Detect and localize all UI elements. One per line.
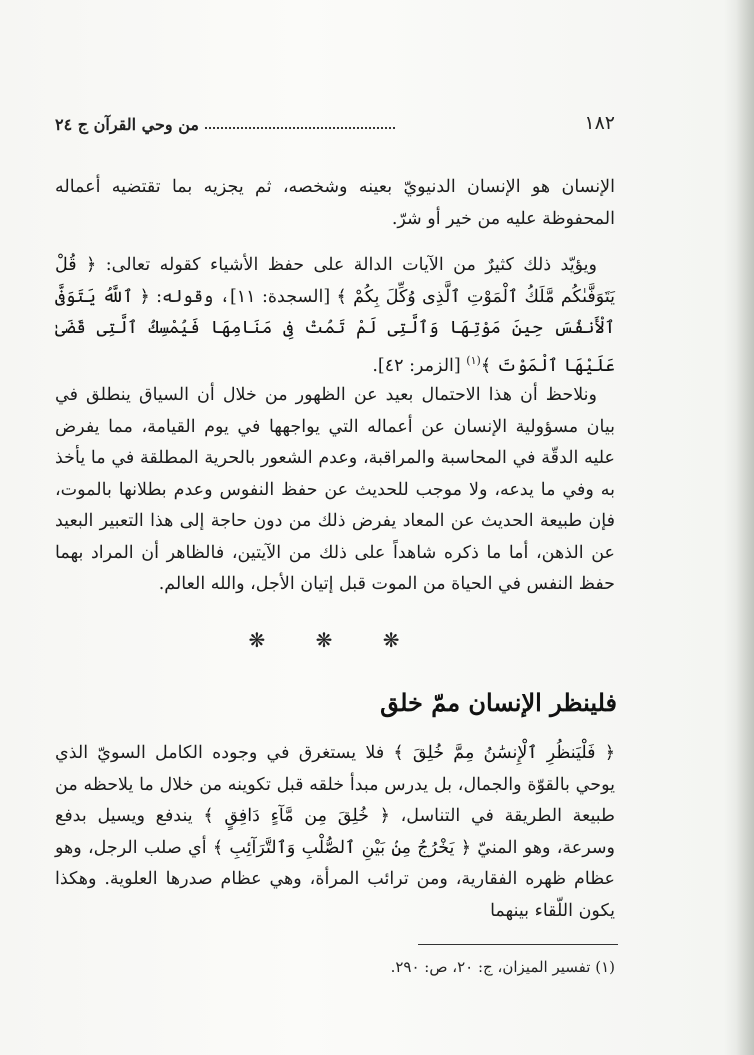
footnote-marker: (١) [466,353,481,367]
paragraph-1: الإنسان هو الإنسان الدنيويّ بعينه وشخصه، ثم يجزيه بما تقتضيه أعماله المحفوظة عليه من خير أو شرّ. [55,177,615,229]
paragraph-2-intro: ويؤيّد ذلك كثيرٌ من الآيات الدالة على حفظ الأشياء كقوله تعالى: [105,255,597,275]
paragraph-4 [55,738,615,927]
book-title: من وحي القرآن ج ٢٤ [55,115,199,134]
footnote-divider [418,944,618,945]
quran-verse-4: ﴿ خُلِقَ مِن مَّآءٍ دَافِقٍ ﴾ [203,806,390,826]
paragraph-3: ونلاحظ أن هذا الاحتمال بعيد عن الظهور من خلال أن السياق ينطلق في بيان مسؤولية الإنسان عن أعماله التي يواجهها في يوم القيامة، مما يفرض عليه الدقّة في المحاسبة والمراقبة، وعدم الشعور بالحرية المطلقة في ما يأخذ به وفي ما يدعه، ولا موجب للحديث عن حفظ النفوس وعدم بطلانها بالموت، فإن طبيعة الحديث عن المعاد يفرض ذلك من دون حاجة إلى هذا التعبير البعيد عن الذهن، أما ما ذكره شاهداً على ذلك من الآيتين، فالظاهر أن المراد بهما حفظ النفس في الحياة من الموت قبل إتيان الأجل، والله العالم. [55,385,615,594]
quran-verse-2: ﴿ ٱللَّهُ يَتَوَفَّى ٱلْأَنفُسَ حِينَ مَوْتِهَا وَٱلَّتِى لَمْ تَمُتْ فِى مَنَامِهَا فَيُمْسِكُ ٱلَّتِى قَضَىٰ عَلَيْهَا ٱلْمَوْتَ ﴾ [55,286,615,376]
section-separator: ❋ ❋ ❋ [248,628,422,652]
page-spine-shadow [736,0,754,1055]
page-number: ١٨٢ [584,112,615,134]
quran-verse-3: ﴿ فَلْيَنظُرِ ٱلْإِنسَٰنُ مِمَّ خُلِقَ ﴾ [393,743,615,763]
verse-reference-1: [السجدة: ١١]، وقوله: [156,286,331,307]
running-header [55,104,615,134]
header-title-group [55,115,395,134]
quran-verse-1: ﴿ قُلْ يَتَوَفَّىٰكُم مَّلَكُ ٱلْمَوْتِ ٱلَّذِى وُكِّلَ بِكُمْ ﴾ [55,255,615,307]
verse-reference-2: [الزمر: ٤٢]. [372,355,461,376]
paragraph-2 [55,250,615,382]
paragraph-4-text-2: يندفع ويسيل بدفع وسرعة، وهو المنيّ [55,806,615,858]
section-heading: فلينظر الإنسان ممّ خلق [380,688,617,717]
footnote: (١) تفسير الميزان، ج: ٢٠، ص: ٢٩٠. [390,958,615,976]
paragraph-4-text-3: أي صلب الرجل، وهو عظام ظهره الفقارية، ومن ترائب المرأة، وهي عظام صدرها العلوية. وهكذا يكون اللّقاء بينهما [55,837,615,921]
paragraph-4-text-1: فلا يستغرق في وجوده الكامل السويّ الذي يوحي بالقوّة والجمال، بل يدرس مبدأ خلقه قبل تكوينه من خلال ما يلاحظه من طبيعة الطريقة في التناسل، [55,743,615,826]
quran-verse-5: ﴿ يَخْرُجُ مِنۢ بَيْنِ ٱلصُّلْبِ وَٱلتَّرَآئِبِ ﴾ [212,837,471,858]
header-dot-leader [205,125,395,129]
